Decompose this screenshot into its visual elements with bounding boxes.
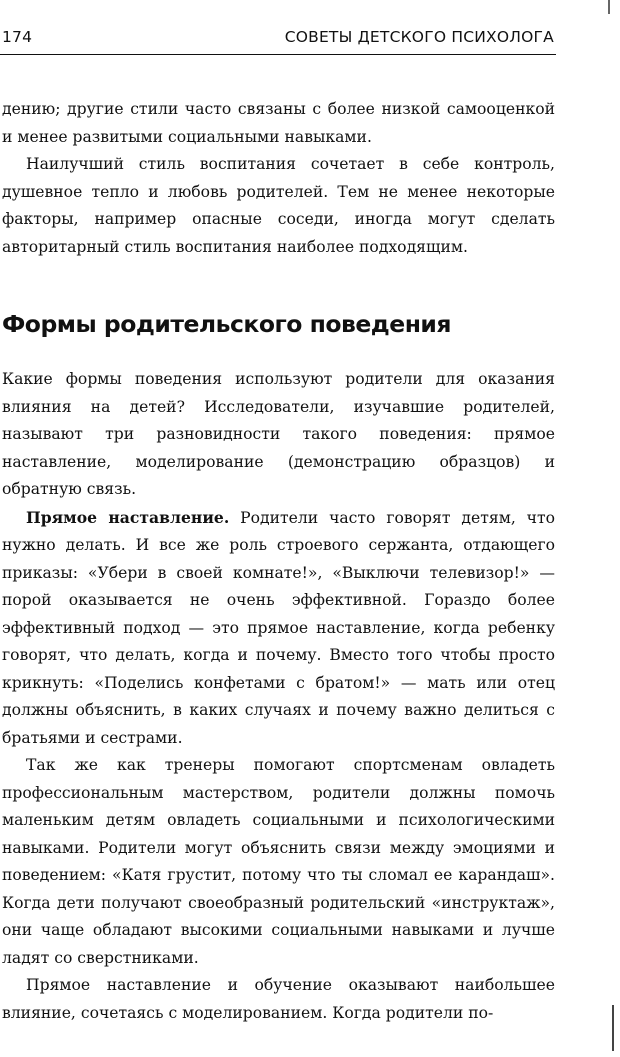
paragraph-intro: Какие формы поведения используют родители для оказания влияния на детей? Исследователи, изучавшие родителей, называют три разновидности такого поведения: прямое наставление, моделирование (демонстрацию образцов) и обратную связь. bbox=[2, 370, 555, 498]
paragraph-coaching: Так же как тренеры помогают спортсменам овладеть профессиональным мастерством, родители должны помочь маленьким детям овладеть социальными и психологическими навыками. Родители могут объяснить связи между эмоциями и поведением: «Катя грустит, потому что ты сломал ее карандаш». Когда дети получают своеобразный родительский «инструктаж», они чаще обладают высокими социальными навыками и лучше ладят со сверстниками. bbox=[2, 756, 555, 967]
running-title: СОВЕТЫ ДЕТСКОГО ПСИХОЛОГА bbox=[284, 28, 554, 46]
paragraph-direct-instruction bbox=[2, 504, 555, 753]
paragraph-direct-instruction-text: Родители часто говорят детям, что нужно делать. И все же роль строевого сержанта, отдающего приказы: «Убери в своей комнате!», «Выключи телевизор!» — порой оказывается не очень эффективной. Гораздо более эффективный подход — это прямое наставление, когда ребенку говорят, что делать, когда и почему. Вместо того чтобы просто крикнуть: «Поделись конфетами с братом!» — мать или отец должны объяснить, в каких случаях и почему важно делиться с братьями и сестрами. bbox=[2, 508, 555, 747]
scan-edge-mark-top bbox=[608, 0, 610, 14]
run-in-heading: Прямое наставление. bbox=[26, 507, 230, 527]
page-number: 174 bbox=[2, 28, 33, 46]
continued-text bbox=[2, 96, 555, 261]
paragraph-best-style: Наилучший стиль воспитания сочетает в себе контроль, душевное тепло и любовь родителей. Тем не менее некоторые факторы, например опасные соседи, иногда могут сделать авторитарный стиль воспитания наиболее подходящим. bbox=[2, 155, 555, 256]
paragraph-continuation: дению; другие стили часто связаны с более низкой самооценкой и менее развитыми социальными навыками. bbox=[2, 100, 555, 146]
paragraph-closing: Прямое наставление и обучение оказывают наибольшее влияние, сочетаясь с моделированием. Когда родители по- bbox=[2, 976, 555, 1022]
section-body bbox=[2, 366, 555, 1027]
scan-edge-mark bbox=[612, 1005, 614, 1051]
section-heading: Формы родительского поведения bbox=[2, 310, 451, 338]
running-header bbox=[0, 26, 556, 55]
